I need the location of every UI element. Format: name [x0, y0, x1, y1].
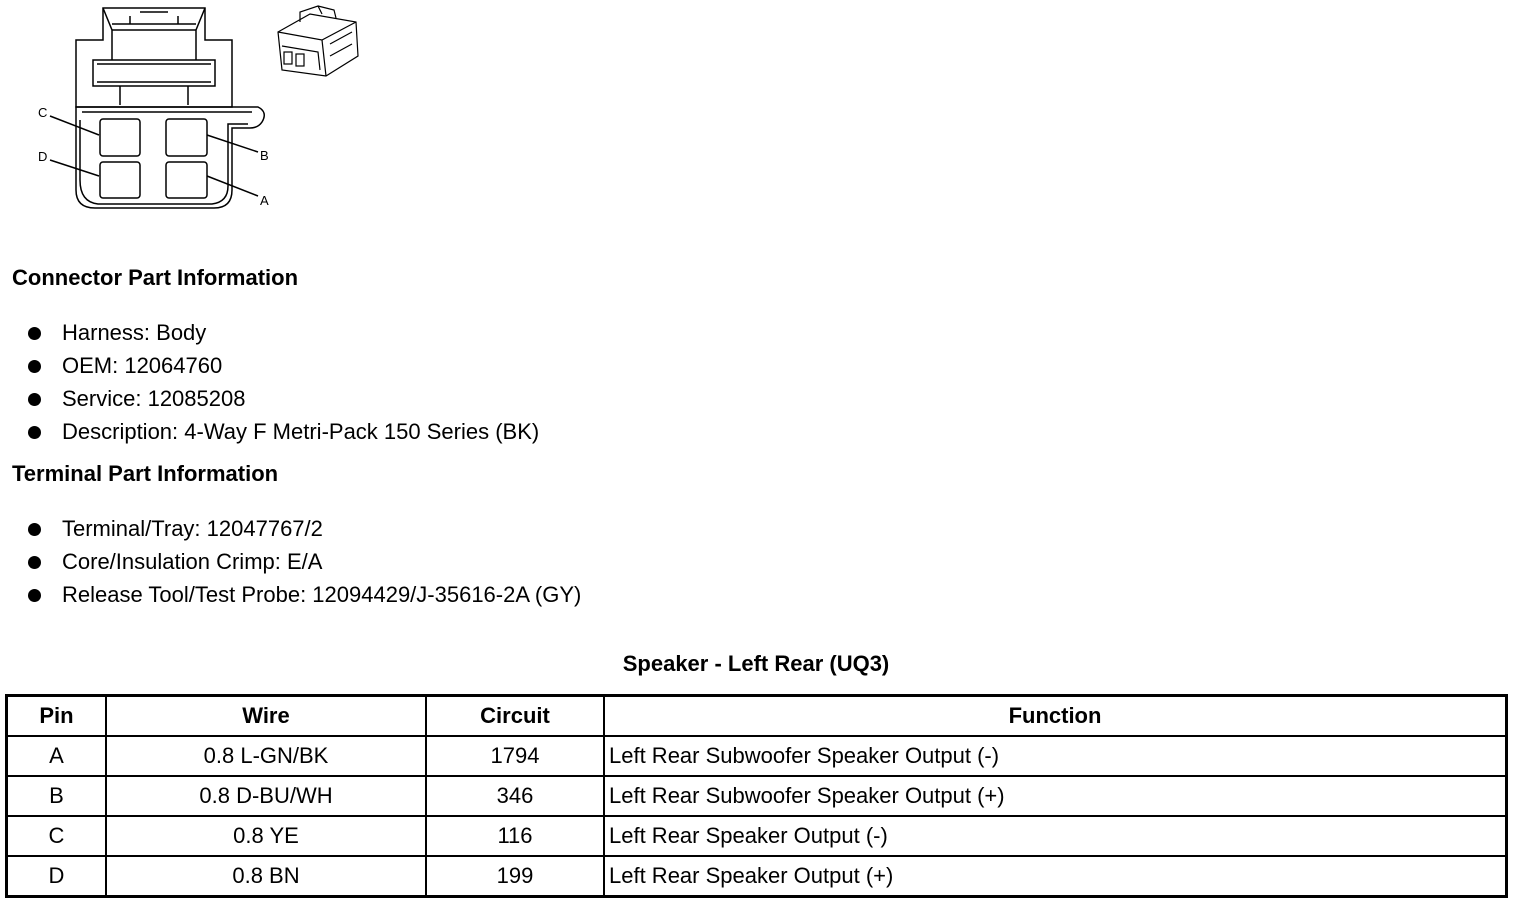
list-item-text: Core/Insulation Crimp: E/A: [62, 549, 323, 574]
connector-face-diagram: [0, 0, 380, 220]
pin-callout-a: A: [260, 193, 269, 208]
list-item: [28, 385, 539, 418]
table-row: [7, 856, 1507, 897]
connector-info-list: [28, 319, 539, 451]
wire-cell: 0.8 L-GN/BK: [106, 736, 426, 776]
list-item-text: Harness: Body: [62, 320, 207, 345]
circuit-cell: 116: [426, 816, 604, 856]
table-row: [7, 736, 1507, 776]
wire-cell: 0.8 BN: [106, 856, 426, 897]
wire-cell: 0.8 YE: [106, 816, 426, 856]
list-item-text: Description: 4-Way F Metri-Pack 150 Series (BK): [62, 419, 540, 444]
function-cell: Left Rear Speaker Output (+): [604, 856, 1507, 897]
list-item-text: OEM: 12064760: [62, 353, 223, 378]
bullet-icon: [28, 360, 41, 373]
function-cell: Left Rear Subwoofer Speaker Output (+): [604, 776, 1507, 816]
list-item: [28, 581, 581, 614]
connector-info-heading: Connector Part Information: [12, 265, 299, 290]
pin-cell: C: [7, 816, 107, 856]
pin-cell: D: [7, 856, 107, 897]
connector-isometric-icon: [278, 6, 358, 76]
pin-callout-b: B: [260, 148, 269, 163]
list-item: [28, 319, 539, 352]
list-item-text: Terminal/Tray: 12047767/2: [62, 516, 323, 541]
function-cell: Left Rear Subwoofer Speaker Output (-): [604, 736, 1507, 776]
header-function: Function: [604, 696, 1507, 737]
function-cell: Left Rear Speaker Output (-): [604, 816, 1507, 856]
bullet-icon: [28, 523, 41, 536]
pin-callout-d: D: [38, 149, 48, 164]
list-item-text: Release Tool/Test Probe: 12094429/J-35616-2A (GY): [62, 582, 582, 607]
table-title: Speaker - Left Rear (UQ3): [622, 651, 890, 676]
pin-callout-c: C: [38, 105, 48, 120]
circuit-cell: 346: [426, 776, 604, 816]
table-header-row: [7, 696, 1507, 737]
header-wire: Wire: [106, 696, 426, 737]
terminal-info-list: [28, 515, 581, 614]
bullet-icon: [28, 556, 41, 569]
circuit-cell: 199: [426, 856, 604, 897]
bullet-icon: [28, 327, 41, 340]
bullet-icon: [28, 393, 41, 406]
table-row: [7, 776, 1507, 816]
terminal-info-heading: Terminal Part Information: [12, 461, 279, 486]
list-item: [28, 418, 539, 451]
list-item-text: Service: 12085208: [62, 386, 246, 411]
pin-cell: B: [7, 776, 107, 816]
wire-cell: 0.8 D-BU/WH: [106, 776, 426, 816]
table-row: [7, 816, 1507, 856]
circuit-cell: 1794: [426, 736, 604, 776]
bullet-icon: [28, 426, 41, 439]
header-circuit: Circuit: [426, 696, 604, 737]
list-item: [28, 515, 581, 548]
pin-cell: A: [7, 736, 107, 776]
pin-table: [5, 694, 1508, 898]
bullet-icon: [28, 589, 41, 602]
header-pin: Pin: [7, 696, 107, 737]
list-item: [28, 548, 581, 581]
list-item: [28, 352, 539, 385]
